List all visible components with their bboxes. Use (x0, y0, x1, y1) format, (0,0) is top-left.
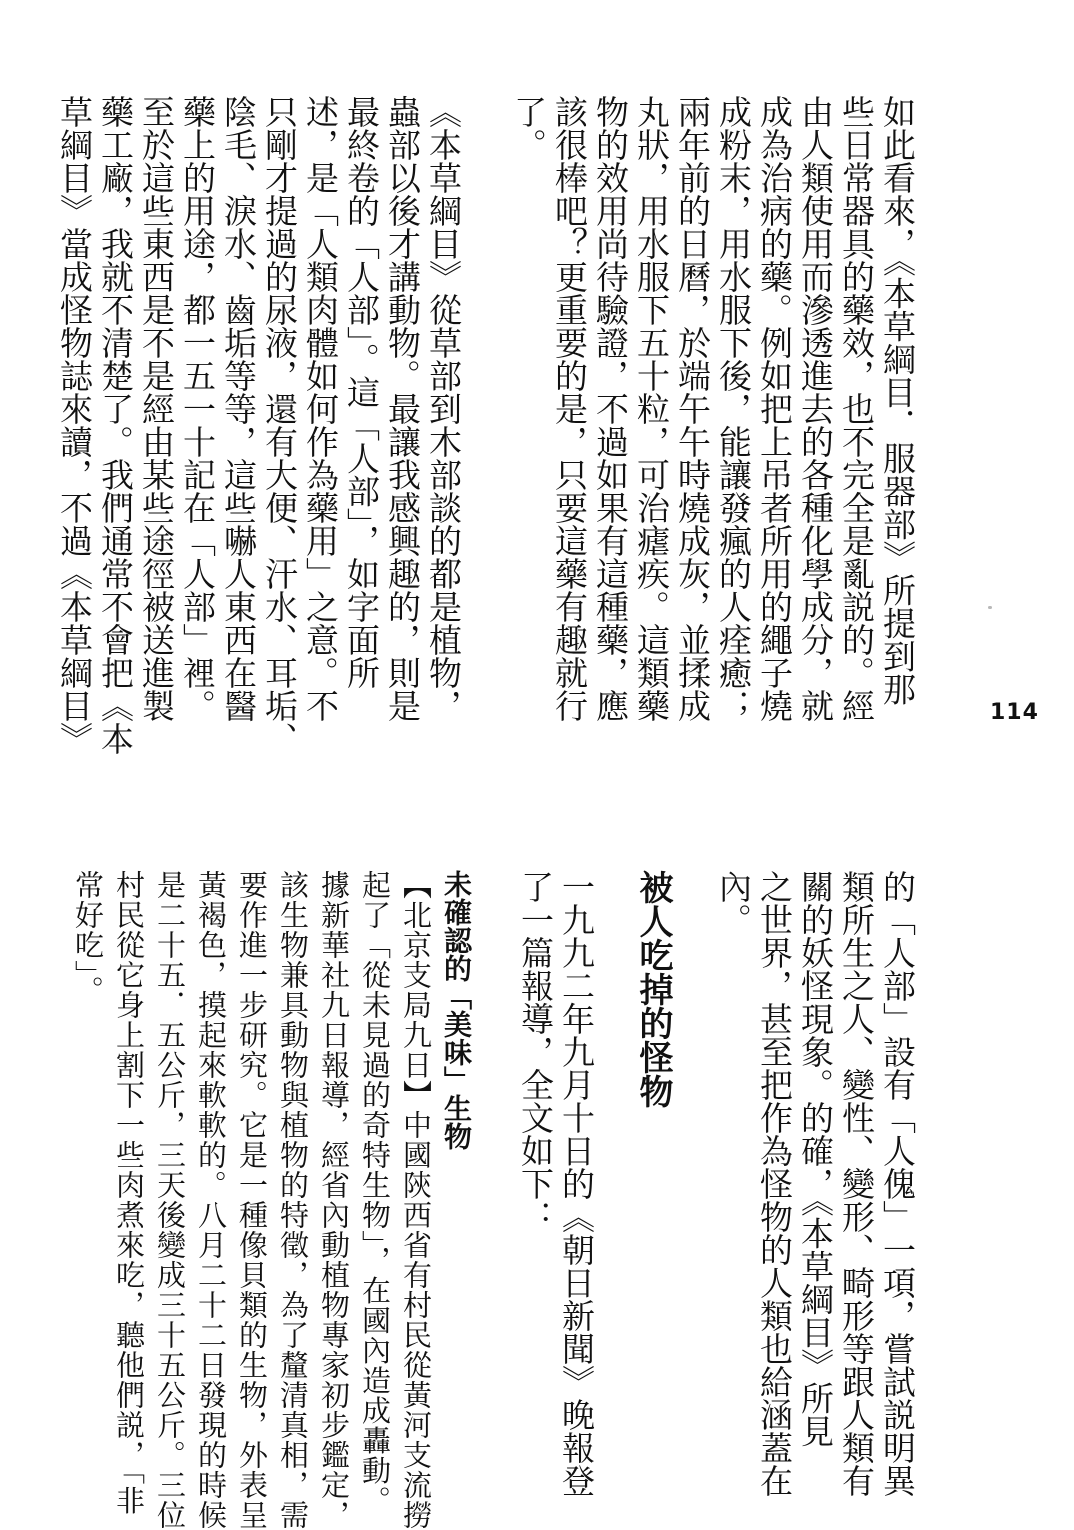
text-column: 關的妖怪現象。的確，《本草綱目》所見 (796, 870, 835, 1448)
text-column: 了一篇報導，全文如下： (516, 870, 555, 1233)
text-column: 藥上的用途，都一五一十記在「人部」裡。 (178, 95, 217, 722)
bottom-text-block (71, 870, 918, 1530)
text-column: 些日常器具的藥效，也不完全是亂説的。經 (837, 95, 876, 722)
text-column: 物的效用尚待驗證，不過如果有這種藥，應 (591, 95, 630, 722)
top-text-block (55, 95, 918, 755)
text-column: 內。 (714, 870, 753, 936)
article-column: 據新華社九日報導，經省內動植物專家初步鑑定， (317, 870, 351, 1530)
scan-speck (988, 606, 992, 609)
page-number: 114 (990, 700, 1039, 725)
text-column: 兩年前的日曆，於端午午時燒成灰，並揉成 (673, 95, 712, 722)
text-column: 的「人部」設有「人傀」一項，嘗試説明異 (878, 870, 917, 1497)
text-column: 該很棒吧？更重要的是，只要這藥有趣就行 (550, 95, 589, 722)
text-column: 蟲部以後才講動物。最讓我感興趣的，則是 (383, 95, 422, 722)
text-column: 《本草綱目》從草部到木部談的都是植物， (424, 95, 463, 722)
article-column: 【北京支局九日】中國陝西省有村民從黃河支流撈 (399, 870, 433, 1530)
article-column: 要作進一步研究。它是一種像貝類的生物，外表呈 (235, 870, 269, 1530)
text-column: 之世界，甚至把作為怪物的人類也給涵蓋在 (755, 870, 794, 1497)
text-column: 草綱目》當成怪物誌來讀，不過《本草綱目》 (55, 95, 94, 755)
text-column: 只剛才提過的尿液，還有大便、汗水、耳垢、 (260, 95, 299, 755)
article-title: 未確認的「美味」生物 (440, 870, 473, 1150)
article-column: 村民從它身上割下一些肉煮來吃，聽他們説，「非 (112, 870, 146, 1516)
article-column: 起了「從未見過的奇特生物」，在國內造成轟動。 (358, 870, 392, 1516)
text-column: 成為治病的藥。例如把上吊者所用的繩子燒 (755, 95, 794, 722)
article-column: 常好吃」。 (71, 870, 105, 1006)
article-column: 該生物兼具動物與植物的特徵，為了釐清真相，需 (276, 870, 310, 1530)
text-column: 陰毛、淚水、齒垢等等，這些嚇人東西在醫 (219, 95, 258, 722)
text-column: 一九九二年九月十日的《朝日新聞》晚報登 (557, 870, 596, 1497)
text-column: 成粉末，用水服下後，能讓發瘋的人痊癒； (714, 95, 753, 722)
text-column: 類所生之人、變性、變形、畸形等跟人類有 (837, 870, 876, 1497)
text-column: 由人類使用而滲透進去的各種化學成分，就 (796, 95, 835, 722)
text-column: 至於這些東西是不是經由某些途徑被送進製 (137, 95, 176, 722)
text-column: 丸狀，用水服下五十粒，可治瘧疾。這類藥 (632, 95, 671, 722)
article-column: 黃褐色，摸起來軟軟的。八月二十二日發現的時候 (194, 870, 228, 1530)
text-column: 藥工廠，我就不清楚了。我們通常不會把《本 (96, 95, 135, 755)
text-column: 最終卷的「人部」。這「人部」，如字面所 (342, 95, 381, 689)
article-column: 是二十五．五公斤，三天後變成三十五公斤。三位 (153, 870, 187, 1530)
section-heading: 被人吃掉的怪物 (633, 870, 673, 1108)
text-column: 了。 (509, 95, 548, 161)
text-column: 述，是「人類肉體如何作為藥用」之意。不 (301, 95, 340, 722)
text-column: 如此看來，《本草綱目．服器部》所提到那 (878, 95, 917, 706)
